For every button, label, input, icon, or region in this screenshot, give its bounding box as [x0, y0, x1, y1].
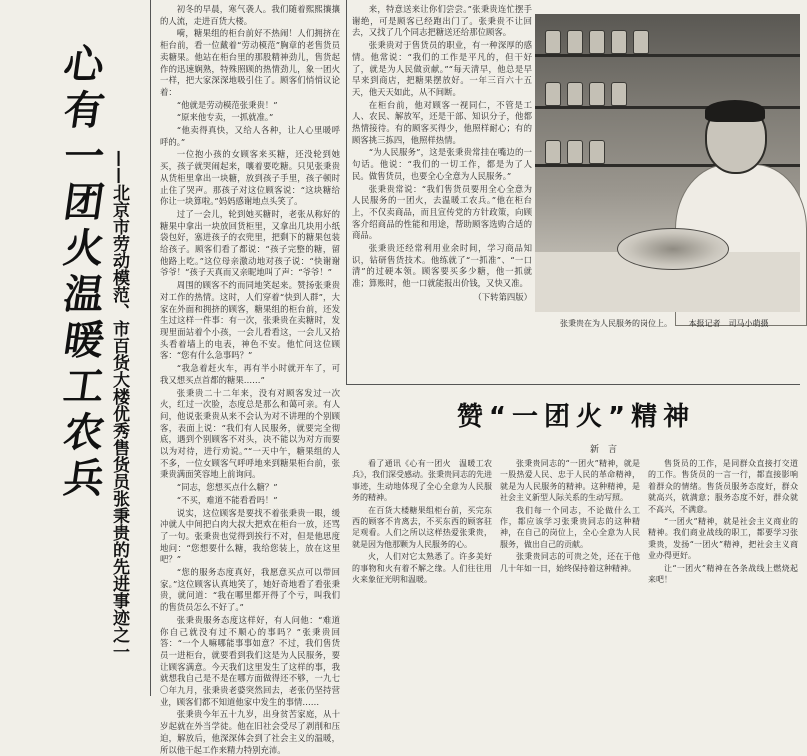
paragraph: 张秉贵二十二年来，没有对顾客发过一次火，红过一次脸，态度总是那么和蔼可亲。有人问，他说张秉贵从来不会认为对不讲理的个别顾客，表面上说：“我们有人民服务，就要完全彻底，遇到个别顾客不对头，决不能以为对方而要以为对待，进行劝说。”“一天中午，糖果组的人不多，一位女顾客气呼呼地来到糖果柜台前，张秉贵满面笑容地上前询问。 [160, 387, 340, 480]
jar-shape [589, 30, 605, 54]
article2-column-3 [648, 458, 798, 694]
headline-char: 一 [60, 134, 108, 180]
jar-shape [567, 30, 583, 54]
shelf-shape [535, 54, 800, 57]
jar-shape [545, 140, 561, 164]
jar-shape [567, 82, 583, 106]
paragraph: 张秉贵服务态度这样好，有人问他：“难道你自己就没有过不顺心的事吗？”张秉贵回答：“一个人嘛哪能事事如意？不过，我们售货员一进柜台，就要看到我们这是为人民服务，要让顾客满意。今天我们这里发生了这样的事，我就想我自己是不是在哪方面做得还不够，一九七〇年九月，张秉贵老婆突然回去，老张仍坚持营业，顾客们都不知道他家中发生的事情…… [160, 614, 340, 707]
jar-shape [589, 82, 605, 106]
paragraph: 一位抱小孩的女顾客来买糖，还没轮到她买，孩子就哭闹起来，嚷着要吃糖。只见张秉贵从货柜里拿出一块糖，放到孩子手里，孩子顿时止住了哭声。那孩子对这位顾客说：“这块糖给你让一块算啦。”妈妈感谢地点头笑了。 [160, 149, 340, 207]
jar-shape [633, 30, 649, 54]
article-column-2 [352, 4, 532, 382]
headline-subtitle: ——北京市劳动模范、市百货大楼优秀售货员张秉贵的先进事迹之一 [109, 150, 129, 660]
paragraph: “一团火”精神，就是社会主义商业的精神。我们商业战线的职工，都要学习张秉贵，发扬“一团火”精神，把社会主义商业办得更好。 [648, 517, 798, 561]
paragraph: 周围的顾客不约而同地笑起来。赞扬张秉贵对工作的热情。这时，人们穿着“快到人群”，大家在外面和拥挤的顾客，糖果组的柜台前，还发生过这样一件事：有一次，张秉贵在卖糖时，发现里面站着个小孩，一会儿看看这，一会儿又拾头看着墙上的电表，神色不安。他忙问这位顾客：“您有什么急事吗？” [160, 280, 340, 361]
jar-shape [545, 30, 561, 54]
headline-char: 温 [60, 272, 108, 318]
paragraph: 嗬，糖果组的柜台前好不热闹！人们拥挤在柜台前，看一位戴着“劳动模范”胸章的老售货员卖糖果。他站在柜台里的那股精神劲儿，售货起作的迅速娴熟，特殊照顾的热情劲儿，象一团火一样，把大家深深地吸引住了。顾客们悄悄议论着： [160, 28, 340, 97]
paragraph: 张秉贵同志的“一团火”精神，就是一股热爱人民、忠于人民的革命精神，就是为人民服务的精神。这种精神，是社会主义新型人际关系的生动写照。 [500, 459, 640, 503]
headline-char: 团 [60, 180, 108, 226]
headline-char: 火 [60, 226, 108, 272]
headline-char: 工 [60, 364, 108, 410]
paragraph: 我们每一个同志，不论做什么工作，都应该学习张秉贵同志的这种精神，在自己的岗位上，全心全意为人民服务，做出自己的贡献。 [500, 505, 640, 549]
paragraph: “您的服务态度真好，我愿意买点可以带回家。”这位顾客认真地笑了，她好奇地看了看张秉贵，就问道：“我在哪里都开得了个亏，叫我们的售货员怎么不好了。” [160, 567, 340, 613]
paragraph: “他就是劳动模范张秉贵！” [176, 99, 278, 110]
paragraph: “我急着赶火车，再有半小时就开车了，可我又想买点首都的糖果……” [160, 363, 340, 385]
jar-shape [611, 30, 627, 54]
paragraph: 过了一会儿，轮到她买糖时，老张从称好的糖果中拿出一块放回货柜里，又拿出几块用小纸袋包好，塞进孩子的衣兜里，把剩下的糖果包装给孩子。顾客们看了都说：“孩子完整的糖，留他路上吃。”这位母亲激动地对孩子说：“快谢谢爷爷！”孩子天真而又亲昵地叫了声：“爷爷！” [160, 208, 340, 278]
article2-byline: 新 言 [590, 445, 618, 455]
paragraph: 初冬的早晨，寒气袭人。我们随着熙熙攘攘的人流，走进百货大楼。 [160, 4, 340, 26]
headline-char: 有 [60, 88, 108, 134]
paragraph: “同志，您想买点什么糖？” [176, 482, 278, 493]
article2-column-1 [352, 458, 492, 694]
paragraph: 火，人们对它太熟悉了。许多美好的事物和火有着不解之缘。人们往往用火来象征光明和温暖。 [352, 552, 492, 585]
paragraph: 张秉贵同志的可贵之处，还在于他几十年如一日，始终保持着这种精神。 [500, 552, 640, 573]
paragraph: 张秉贵常说：“我们售货员要用全心全意为人民服务的一团火，去温暖工农兵。”他在柜台上，不仅卖商品，而且宣传党的方针政策，向顾客介绍商品的性能和用途，帮助顾客选购合适的商品。 [352, 183, 532, 241]
paragraph: 看了通讯《心有一团火 温暖工农兵》，我们深受感动。张秉贵同志的先进事迹，生动地体现了全心全意为人民服务的精神。 [352, 459, 492, 503]
paragraph: 在百货大楼糖果组柜台前，买完东西的顾客不肯离去，不买东西的顾客驻足观看。人们之所以这样热爱张秉贵，就是因为他那颗为人民服务的心。 [352, 505, 492, 549]
paragraph: 在柜台前，他对顾客一视同仁，不管是工人、农民、解放军，还是干部、知识分子，他都热情接待。有的顾客买得少，他照样耐心；有的顾客挑三拣四，他照样热情。 [352, 99, 532, 145]
paragraph: 售货员的工作，是同群众直接打交道的工作。售货员的一言一行，都直接影响着群众的情绪。售货员服务态度好，群众就高兴，就满意；服务态度不好，群众就不高兴，不满意。 [648, 459, 798, 514]
paragraph: 说实，这位顾客是要找不着张秉贵一眼，缓冲就人中间把白肉大叔大把欢在柜台一放，还骂了一句。张秉贵也觉得到挨行不对，但是他思度地问：“您想要什么糖，我给您装上，放在这里吧？” [160, 507, 340, 565]
paragraph: “原来他专卖，一抓就准。” [176, 112, 274, 123]
column-rule [346, 0, 347, 384]
caption-text: 张秉贵在为人民服务的岗位上。 [560, 319, 672, 328]
headline-char: 暖 [60, 318, 108, 364]
jar-shape [589, 140, 605, 164]
paragraph: “不买，难道不能看看吗！” [176, 494, 278, 505]
paragraph: 来，特意送来让你们尝尝。”张秉贵连忙摆手谢绝，可是顾客已经跑出门了。张秉贵不让回去，又找了几个同志把糖送还给那位顾客。 [352, 4, 532, 38]
news-photo [535, 14, 800, 312]
photo-caption [560, 318, 800, 329]
headline-char: 农 [60, 410, 108, 456]
article-column-1 [160, 4, 340, 755]
paragraph: 让“一团火”精神在各条战线上燃烧起来吧！ [648, 563, 798, 585]
continuation-note: （下转第四版） [473, 291, 532, 302]
paragraph: 张秉贵对于售货员的职业，有一种深厚的感情。他常说：“我们的工作是平凡的，但干好了，就是为人民做贡献。”“每天清早，他总是早早来到商店，把糖果摆放好。一年三百六十五天，他天天如此，从不间断。 [352, 40, 532, 97]
paragraph: “他卖得真快，又给人各种，让人心里暖呼呼的。” [160, 125, 340, 147]
section-rule [346, 384, 800, 385]
headline-char: 兵 [60, 456, 108, 502]
jar-shape [611, 82, 627, 106]
paragraph: 张秉贵还经常利用业余时间，学习商品知识，钻研售货技术。他练就了“一抓准”、“一口清”的过硬本领。顾客要买多少糖，他一抓就准；算账时，他一口就能报出价钱，又快又准。 [352, 243, 532, 289]
paragraph: 张秉贵今年五十九岁，出身贫苦家庭，从十岁起就在外当学徒。他在旧社会受尽了剥削和压迫，解放后，他深深体会到了社会主义的温暖，所以他干起工作来精力特别充沛。 [160, 709, 340, 755]
candy-bowl [617, 228, 729, 270]
jar-shape [567, 140, 583, 164]
headline-char: 心 [60, 42, 108, 88]
article2-column-2 [500, 458, 640, 694]
article2-headline: 赞“一团火”精神 [456, 401, 696, 432]
paragraph: “为人民服务”，这是张秉贵常挂在嘴边的一句话。他说：“我们的一切工作，都是为了人民。做售货员，也要全心全意为人民服务。” [352, 147, 532, 181]
photo-credit: 本报记者 司马小萌摄 [688, 319, 769, 328]
figure-hair [705, 100, 765, 122]
column-rule [150, 0, 151, 696]
jar-shape [545, 82, 561, 106]
